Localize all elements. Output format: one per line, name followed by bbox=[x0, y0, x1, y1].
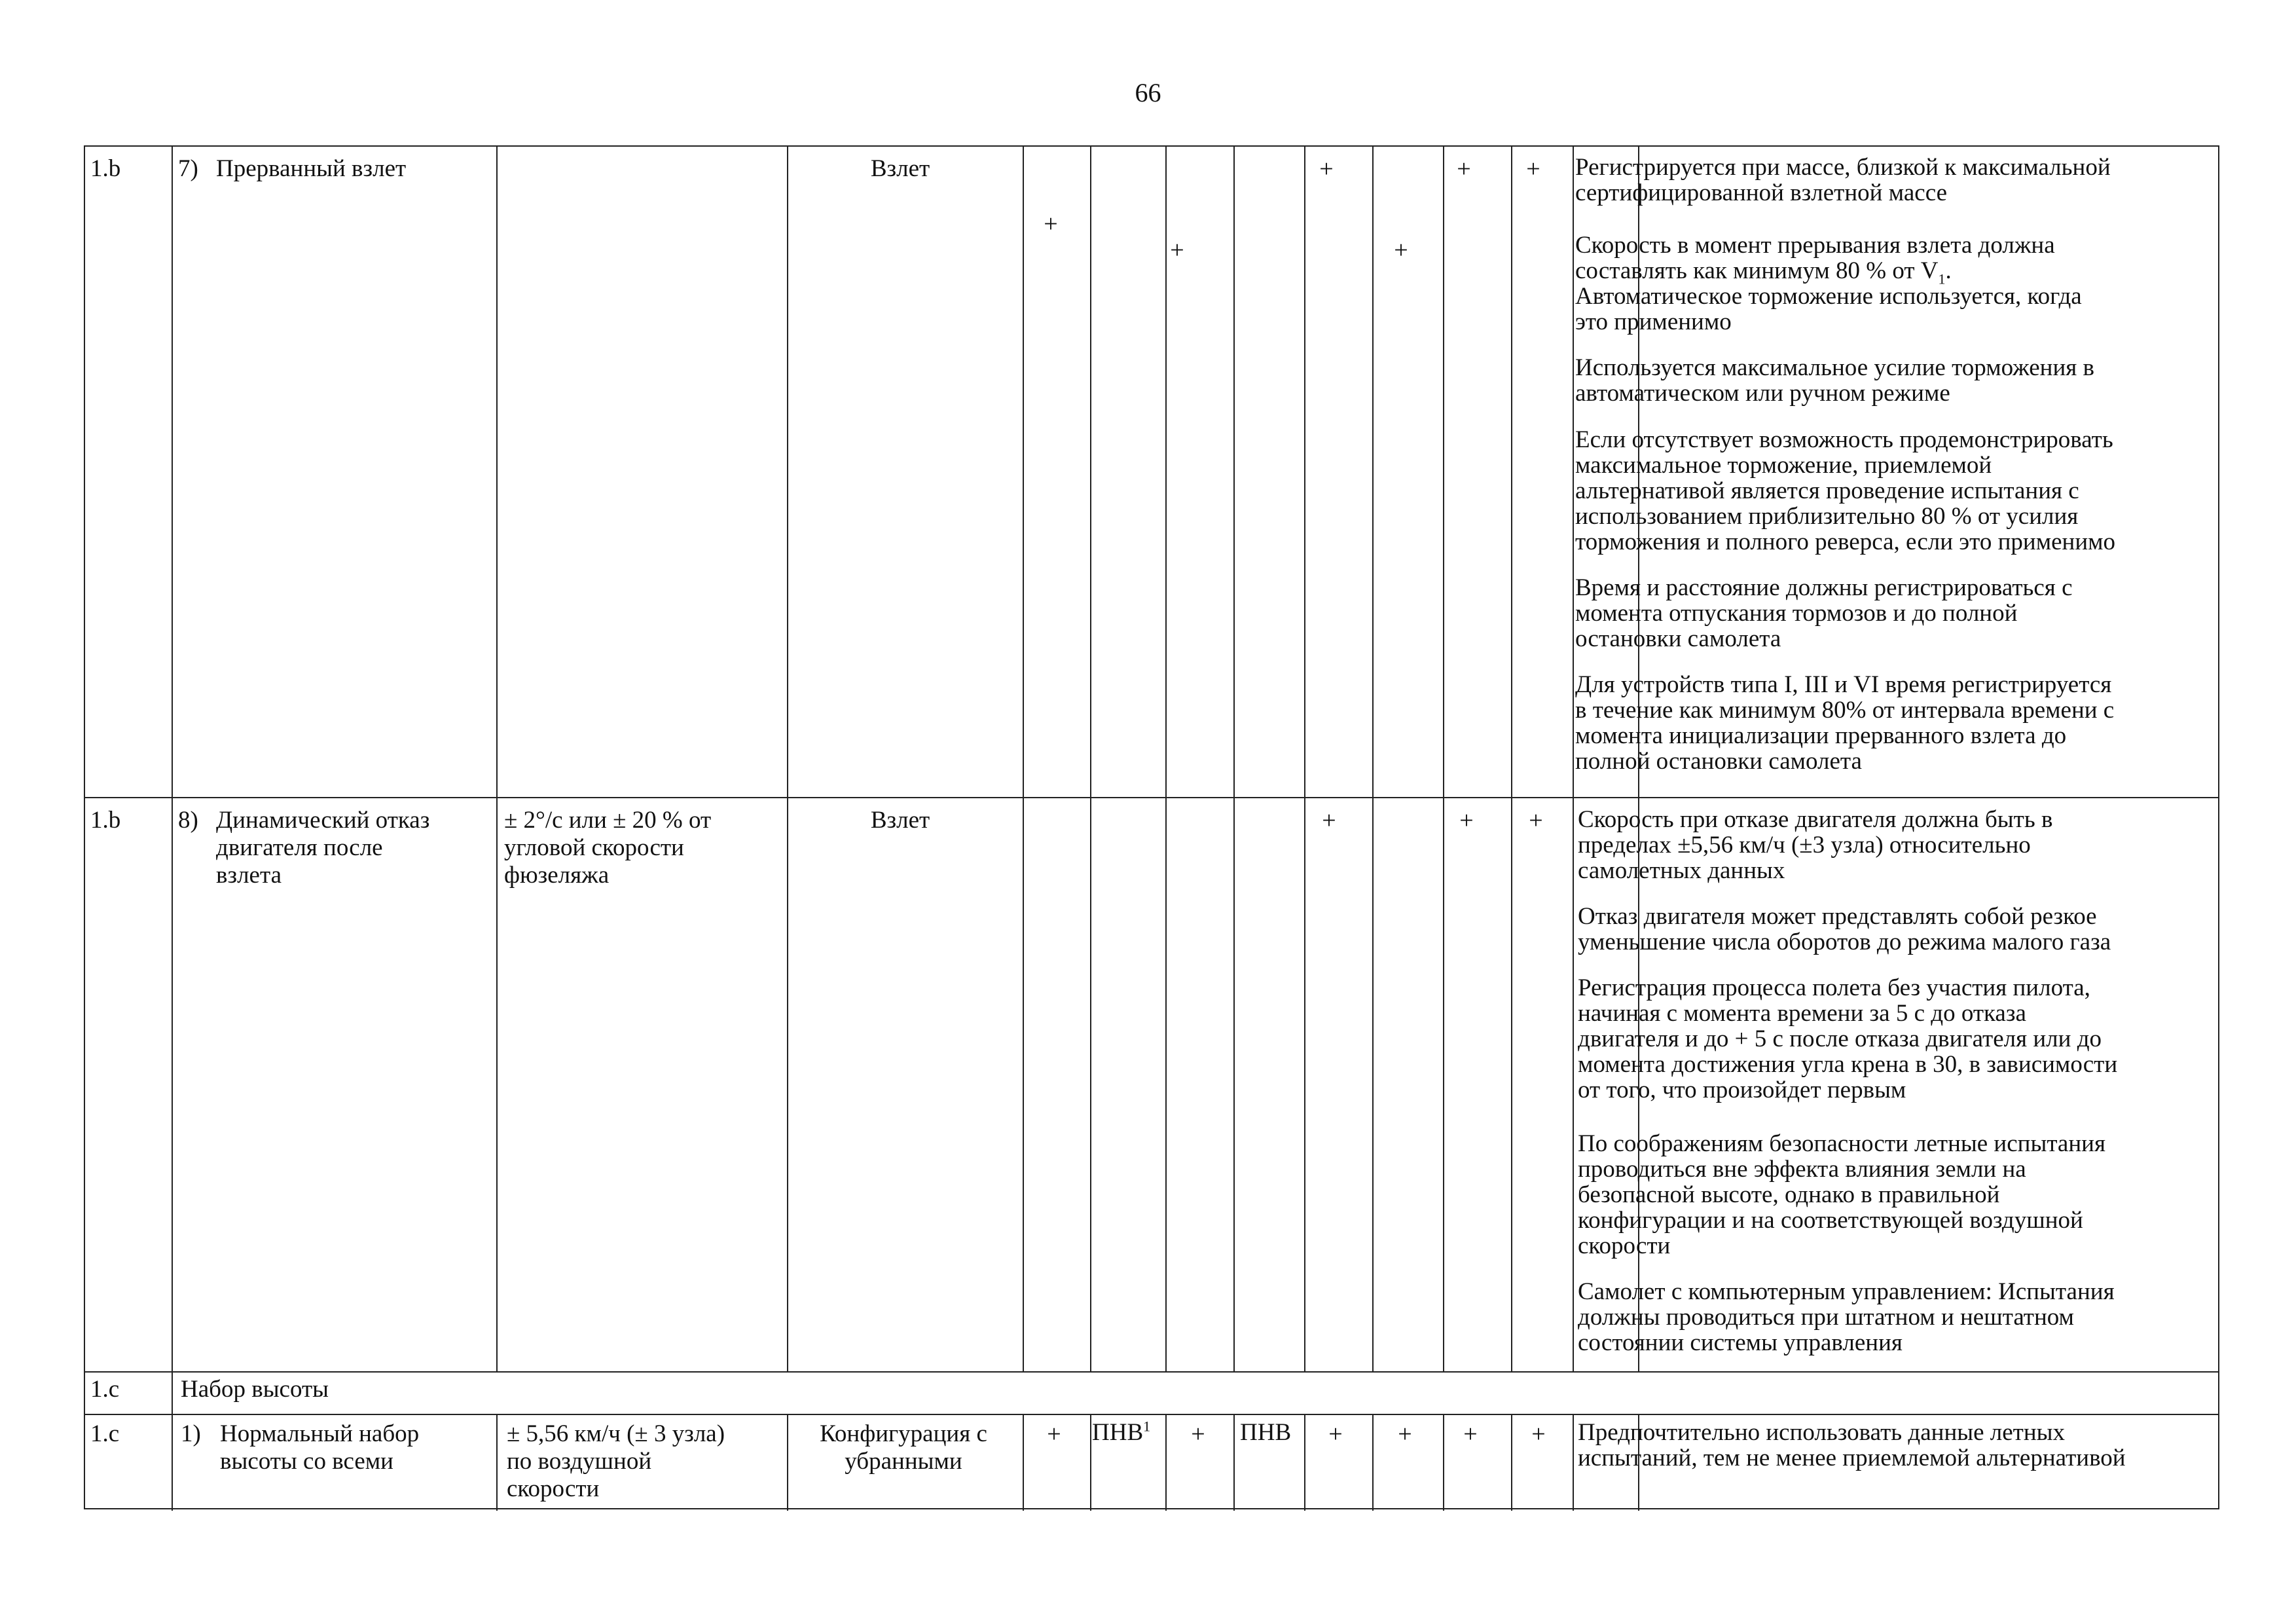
page-number: 66 bbox=[1135, 78, 1161, 107]
col-divider bbox=[1573, 1414, 1574, 1511]
col-divider bbox=[1165, 147, 1167, 1371]
plus-mark: + bbox=[1529, 807, 1543, 834]
col-divider bbox=[1090, 1414, 1091, 1511]
col-divider bbox=[172, 147, 173, 1511]
col-divider bbox=[1511, 1414, 1512, 1511]
plus-mark: + bbox=[1459, 807, 1474, 834]
remark-line: Автоматическое торможение используется, когда bbox=[1575, 283, 2082, 310]
remark-line: полной остановки самолета bbox=[1575, 748, 1862, 775]
remark-line: в течение как минимум 80% от интервала времени с bbox=[1575, 697, 2115, 724]
plus-mark: + bbox=[1319, 155, 1334, 183]
test-name: двигателя после bbox=[216, 834, 383, 861]
col-divider bbox=[1304, 1414, 1305, 1511]
col-divider bbox=[787, 1414, 788, 1511]
remark-line: начиная с момента времени за 5 с до отказа bbox=[1578, 1000, 2026, 1027]
remark-line: Для устройств типа I, III и VI время регистрируется bbox=[1575, 671, 2112, 698]
col-divider bbox=[496, 1414, 498, 1511]
remark-line: альтернативой является проведение испытания с bbox=[1575, 477, 2079, 504]
remark-line: Регистрация процесса полета без участия пилота, bbox=[1578, 974, 2090, 1001]
remark-line: безопасной высоте, однако в правильной bbox=[1578, 1181, 2000, 1208]
plus-mark: + bbox=[1394, 236, 1408, 264]
tolerance: ± 5,56 км/ч (± 3 узла) bbox=[507, 1420, 725, 1447]
col-divider bbox=[496, 147, 498, 1371]
plus-mark: + bbox=[1526, 155, 1540, 183]
row-divider bbox=[85, 797, 2219, 798]
plus-mark: + bbox=[1457, 155, 1471, 183]
row-code: 1.b bbox=[90, 807, 121, 834]
item-number: 8) bbox=[178, 807, 198, 834]
remark-line: Отказ двигателя может представлять собой резкое bbox=[1578, 903, 2097, 930]
remark-line: Регистрируется при массе, близкой к максимальной bbox=[1575, 154, 2111, 181]
row-code: 1.b bbox=[90, 155, 121, 182]
remark-line: состоянии системы управления bbox=[1578, 1329, 1903, 1356]
remark-line: сертифицированной взлетной массе bbox=[1575, 179, 1948, 206]
flight-condition: Взлет bbox=[870, 807, 930, 834]
plus-mark: + bbox=[1191, 1420, 1205, 1448]
remark-line: автоматическом или ручном режиме bbox=[1575, 380, 1950, 407]
tolerance: по воздушной bbox=[507, 1448, 652, 1475]
remark-line: остановки самолета bbox=[1575, 625, 1781, 652]
remark-line: По соображениям безопасности летные испытания bbox=[1578, 1130, 2105, 1157]
test-name: Прерванный взлет bbox=[216, 155, 407, 182]
remark-line: Предпочтительно использовать данные летных bbox=[1578, 1419, 2065, 1446]
col-divider bbox=[1090, 147, 1091, 1371]
test-name: высоты со всеми bbox=[220, 1448, 393, 1475]
remark-line: Если отсутствует возможность продемонстрировать bbox=[1575, 426, 2113, 453]
remark-line: момента достижения угла крена в 30, в зависимости bbox=[1578, 1051, 2118, 1078]
remark-line: Скорость при отказе двигателя должна быть в bbox=[1578, 806, 2053, 833]
test-name: Динамический отказ bbox=[216, 807, 430, 834]
row-code: 1.c bbox=[90, 1420, 120, 1447]
remark-line: конфигурации и на соответствующей воздушной bbox=[1578, 1207, 2083, 1234]
col-divider bbox=[1573, 147, 1574, 1371]
test-name: взлета bbox=[216, 862, 282, 889]
col-divider bbox=[1511, 147, 1512, 1371]
remark-line: Самолет с компьютерным управлением: Испытания bbox=[1578, 1278, 2115, 1305]
remark-line: двигателя и до + 5 с после отказа двигателя или до bbox=[1578, 1025, 2102, 1052]
remark-line: испытаний, тем не менее приемлемой альтернативой bbox=[1578, 1445, 2126, 1471]
tolerance: угловой скорости bbox=[504, 834, 684, 861]
row-code: 1.c bbox=[90, 1376, 120, 1403]
plus-mark: + bbox=[1322, 807, 1336, 834]
col-divider bbox=[1443, 1414, 1444, 1511]
remark-line: уменьшение числа оборотов до режима малого газа bbox=[1578, 929, 2111, 955]
remark-line: проводиться вне эффекта влияния земли на bbox=[1578, 1156, 2026, 1183]
remark-line: использованием приблизительно 80 % от усилия bbox=[1575, 503, 2079, 530]
plus-mark: + bbox=[1463, 1420, 1478, 1448]
col-divider bbox=[1233, 1414, 1235, 1511]
col-divider bbox=[1443, 147, 1444, 1371]
col-divider bbox=[1304, 147, 1305, 1371]
remark-line: скорости bbox=[1578, 1232, 1671, 1259]
flight-condition: Конфигурация с bbox=[820, 1420, 987, 1447]
plus-mark: + bbox=[1328, 1420, 1343, 1448]
remark-line: самолетных данных bbox=[1578, 857, 1785, 884]
row-divider bbox=[85, 1371, 2219, 1373]
remark-line: это применимо bbox=[1575, 308, 1732, 335]
remark-line: момента отпускания тормозов и до полной bbox=[1575, 600, 2018, 627]
test-name: Нормальный набор bbox=[220, 1420, 420, 1447]
flight-condition: убранными bbox=[845, 1448, 962, 1475]
tolerance: ± 2°/с или ± 20 % от bbox=[504, 807, 712, 834]
tolerance: скорости bbox=[507, 1475, 600, 1502]
row-divider bbox=[85, 1414, 2219, 1415]
remark-line: максимальное торможение, приемлемой bbox=[1575, 452, 1992, 479]
remark-line: Используется максимальное усилие торможения в bbox=[1575, 354, 2095, 381]
remark-line: пределах ±5,56 км/ч (±3 узла) относительно bbox=[1578, 832, 2031, 858]
remark-line-v1: составлять как минимум 80 % от $V_1$. bbox=[1575, 257, 1952, 287]
remark-line: должны проводиться при штатном и нештатном bbox=[1578, 1304, 2074, 1331]
plus-mark: + bbox=[1044, 210, 1058, 238]
pnv-mark: ПНВ bbox=[1240, 1419, 1292, 1446]
col-divider bbox=[1023, 1414, 1024, 1511]
remark-line: Время и расстояние должны регистрироваться с bbox=[1575, 574, 2073, 601]
col-divider bbox=[1372, 147, 1374, 1371]
col-divider bbox=[1165, 1414, 1167, 1511]
remark-line: момента инициализации прерванного взлета до bbox=[1575, 722, 2067, 749]
col-divider bbox=[1023, 147, 1024, 1371]
item-number: 1) bbox=[181, 1420, 201, 1447]
tolerance: фюзеляжа bbox=[504, 862, 610, 889]
col-divider bbox=[1372, 1414, 1374, 1511]
remark-line: от того, что произойдет первым bbox=[1578, 1077, 1906, 1103]
section-title: Набор высоты bbox=[181, 1376, 329, 1403]
pnv-mark: ПНВ$^1$ bbox=[1092, 1418, 1151, 1446]
plus-mark: + bbox=[1398, 1420, 1412, 1448]
plus-mark: + bbox=[1531, 1420, 1546, 1448]
col-divider bbox=[1233, 147, 1235, 1371]
flight-condition: Взлет bbox=[870, 155, 930, 182]
plus-mark: + bbox=[1170, 236, 1184, 264]
remark-line: Скорость в момент прерывания взлета должна bbox=[1575, 232, 2055, 259]
plus-mark: + bbox=[1047, 1420, 1061, 1448]
remark-line: торможения и полного реверса, если это применимо bbox=[1575, 528, 2116, 555]
item-number: 7) bbox=[178, 155, 198, 182]
col-divider bbox=[787, 147, 788, 1371]
